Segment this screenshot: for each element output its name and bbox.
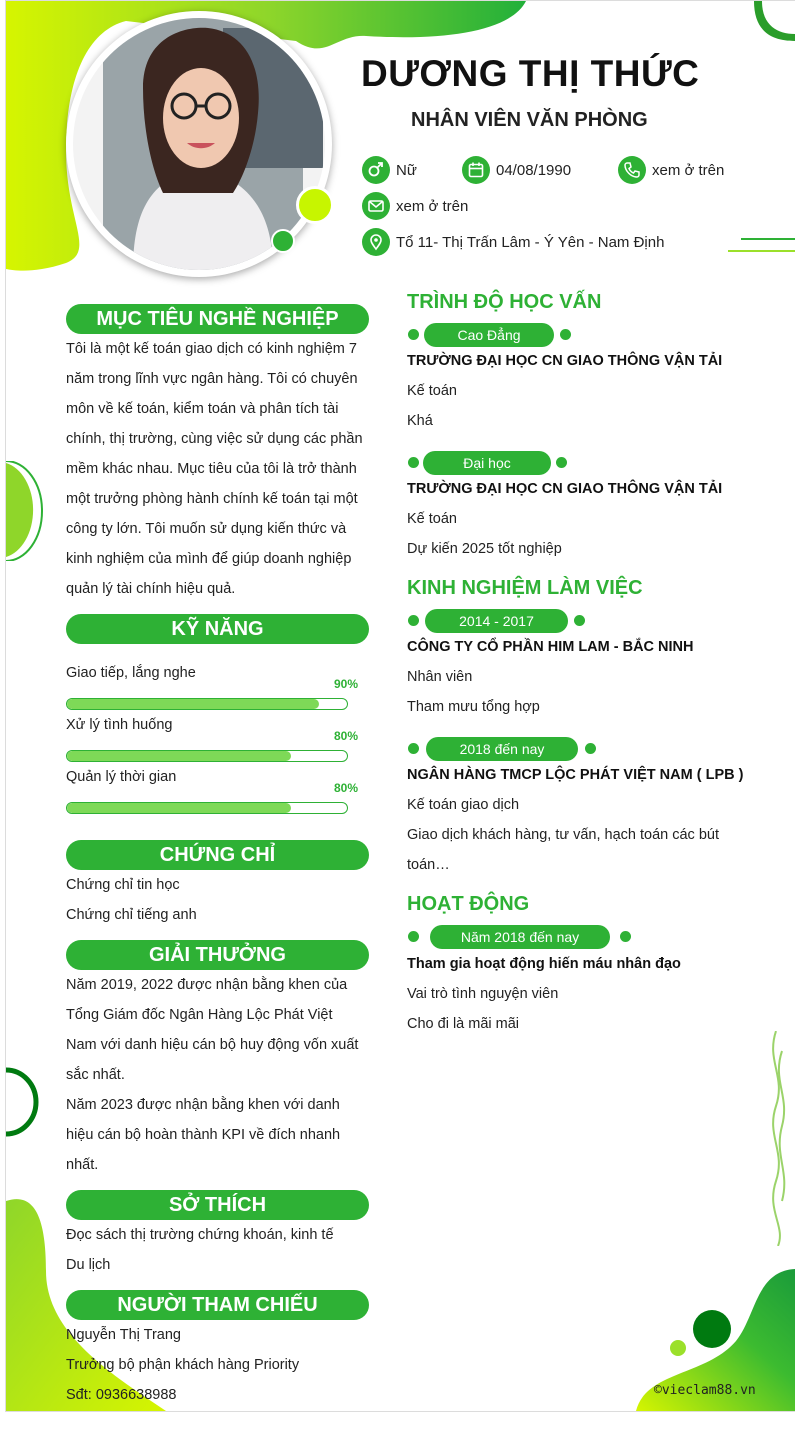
awards-heading: GIẢI THƯỞNG [66, 940, 369, 970]
experience-details [407, 662, 739, 722]
objective-line: Tôi là một kế toán giao dịch có kinh nghiệm 7 [66, 341, 357, 357]
avatar-dot-decoration [296, 186, 334, 224]
email-value: xem ở trên [396, 197, 469, 215]
avatar-small-dot-decoration [271, 229, 295, 253]
phone-value: xem ở trên [652, 161, 725, 179]
person-name: DƯƠNG THỊ THỨC [361, 53, 700, 94]
objective-line: công ty lớn. Tôi muốn sử dụng kiến thức và [66, 521, 347, 537]
job-title: NHÂN VIÊN VĂN PHÒNG [411, 109, 648, 131]
hobby-item: Đọc sách thị trường chứng khoán, kinh tế [66, 1227, 334, 1243]
experience-details [407, 790, 739, 880]
skill-progress-bar [66, 698, 348, 710]
cv-page [5, 0, 795, 1412]
certs-list [66, 870, 371, 930]
experience-duty: Giao dịch khách hàng, tư vấn, hạch toán các bút [407, 827, 719, 843]
timeline-dot [620, 931, 631, 942]
certs-heading: CHỨNG CHỈ [66, 840, 369, 870]
award-line: Nam với danh hiệu cán bộ huy động vốn xuất [66, 1037, 359, 1053]
education-period: Cao Đẳng [424, 323, 554, 347]
hobby-item: Du lịch [66, 1257, 111, 1273]
experience-duty-continued: toán… [407, 857, 450, 873]
calendar-icon [462, 156, 490, 184]
skill-progress-fill [67, 751, 291, 761]
hobbies-heading: SỞ THÍCH [66, 1190, 369, 1220]
reference-line: Nguyễn Thị Trang [66, 1327, 181, 1343]
education-period: Đại học [423, 451, 551, 475]
gender-icon [362, 156, 390, 184]
objective-line: chính, thị trường, cùng việc sử dụng các phần [66, 431, 363, 447]
dob-value: 04/08/1990 [496, 161, 572, 179]
education-details [407, 376, 739, 436]
experience-role: Nhân viên [407, 669, 473, 685]
activity-motto: Cho đi là mãi mãi [407, 1016, 520, 1032]
timeline-dot [574, 615, 585, 626]
experience-duty: Tham mưu tổng hợp [407, 699, 540, 715]
left-edge-circle-decoration [6, 461, 46, 561]
phone-icon [618, 156, 646, 184]
skill-percent: 80% [334, 729, 359, 743]
timeline-dot [585, 743, 596, 754]
experience-company: CÔNG TY CỔ PHẦN HIM LAM - BẮC NINH [407, 639, 694, 655]
timeline-dot [408, 329, 419, 340]
gender-info [362, 156, 417, 184]
activity-title: Tham gia hoạt động hiến máu nhân đạo [407, 956, 681, 972]
experience-period: 2018 đến nay [426, 737, 578, 761]
timeline-dot [408, 615, 419, 626]
activity-details [407, 979, 739, 1039]
activity-period-row [406, 925, 646, 949]
cert-item: Chứng chỉ tiếng anh [66, 907, 197, 923]
skills-heading: KỸ NĂNG [66, 614, 369, 644]
activity-period: Năm 2018 đến nay [430, 925, 610, 949]
objective-line: môn về kế toán, kiểm toán và phân tích tài [66, 401, 339, 417]
objective-line: năm trong lĩnh vực ngân hàng. Tôi có chuyên [66, 371, 358, 387]
experience-period-row [406, 737, 606, 761]
reference-line: Trưởng bộ phận khách hàng Priority [66, 1357, 300, 1373]
address-value: Tổ 11- Thị Trấn Lâm - Ý Yên - Nam Định [396, 233, 665, 251]
activity-role: Vai trò tình nguyện viên [407, 986, 559, 1002]
email-info [362, 192, 468, 220]
objective-line: kinh nghiệm của mình để giúp doanh nghiệp [66, 551, 352, 567]
awards-text [66, 970, 371, 1180]
gender-value: Nữ [396, 161, 417, 179]
education-heading: TRÌNH ĐỘ HỌC VẤN [407, 291, 602, 313]
education-major: Kế toán [407, 511, 457, 527]
skill-progress-bar [66, 750, 348, 762]
experience-period-row [406, 609, 596, 633]
objective-heading: MỤC TIÊU NGHỀ NGHIỆP [66, 304, 369, 334]
education-major: Kế toán [407, 383, 457, 399]
award-line: nhất. [66, 1157, 99, 1173]
objective-line: quản lý tài chính hiệu quả. [66, 581, 236, 597]
education-period-row [406, 323, 576, 347]
award-line: hiệu cán bộ hoàn thành KPI về đích nhanh [66, 1127, 341, 1143]
skill-label: Xử lý tình huống [66, 717, 173, 733]
award-line: sắc nhất. [66, 1067, 125, 1083]
location-icon [362, 228, 390, 256]
skill-percent: 80% [334, 781, 359, 795]
education-school: TRƯỜNG ĐẠI HỌC CN GIAO THÔNG VẬN TẢI [407, 481, 723, 497]
reference-line: Sđt: 0936638988 [66, 1387, 177, 1403]
objective-text [66, 334, 371, 604]
address-info [362, 228, 664, 256]
education-details [407, 504, 739, 564]
timeline-dot [556, 457, 567, 468]
left-edge-ring-decoration [6, 1066, 46, 1138]
education-school: TRƯỜNG ĐẠI HỌC CN GIAO THÔNG VẬN TẢI [407, 353, 723, 369]
experience-company: NGÂN HÀNG TMCP LỘC PHÁT VIỆT NAM ( LPB ) [407, 767, 744, 783]
award-line: Năm 2019, 2022 được nhận bằng khen của [66, 977, 348, 993]
timeline-dot [408, 457, 419, 468]
skill-progress-fill [67, 699, 319, 709]
award-line: Tổng Giám đốc Ngân Hàng Lộc Phát Việt [66, 1007, 333, 1023]
objective-line: một trưởng phòng hành chính kế toán tại một [66, 491, 358, 507]
reference-text [66, 1320, 371, 1410]
skill-label: Giao tiếp, lắng nghe [66, 665, 196, 681]
email-icon [362, 192, 390, 220]
education-grade: Dự kiến 2025 tốt nghiệp [407, 541, 562, 557]
watermark: ©vieclam88.vn [654, 1383, 756, 1398]
objective-line: mềm khác nhau. Mục tiêu của tôi là trở thành [66, 461, 357, 477]
hobbies-list [66, 1220, 371, 1280]
experience-heading: KINH NGHIỆM LÀM VIỆC [407, 577, 643, 599]
skill-percent: 90% [334, 677, 359, 691]
phone-info [618, 156, 724, 184]
education-period-row [406, 451, 576, 475]
reference-heading: NGƯỜI THAM CHIẾU [66, 1290, 369, 1320]
skill-progress-bar [66, 802, 348, 814]
award-line: Năm 2023 được nhận bằng khen với danh [66, 1097, 340, 1113]
timeline-dot [560, 329, 571, 340]
skill-progress-fill [67, 803, 291, 813]
education-grade: Khá [407, 413, 433, 429]
cert-item: Chứng chỉ tin học [66, 877, 180, 893]
activities-heading: HOẠT ĐỘNG [407, 893, 530, 915]
timeline-dot [408, 743, 419, 754]
timeline-dot [408, 931, 419, 942]
right-wave-decoration [764, 1031, 794, 1246]
dob-info [462, 156, 571, 184]
experience-role: Kế toán giao dịch [407, 797, 520, 813]
experience-period: 2014 - 2017 [425, 609, 568, 633]
skill-label: Quản lý thời gian [66, 769, 177, 785]
